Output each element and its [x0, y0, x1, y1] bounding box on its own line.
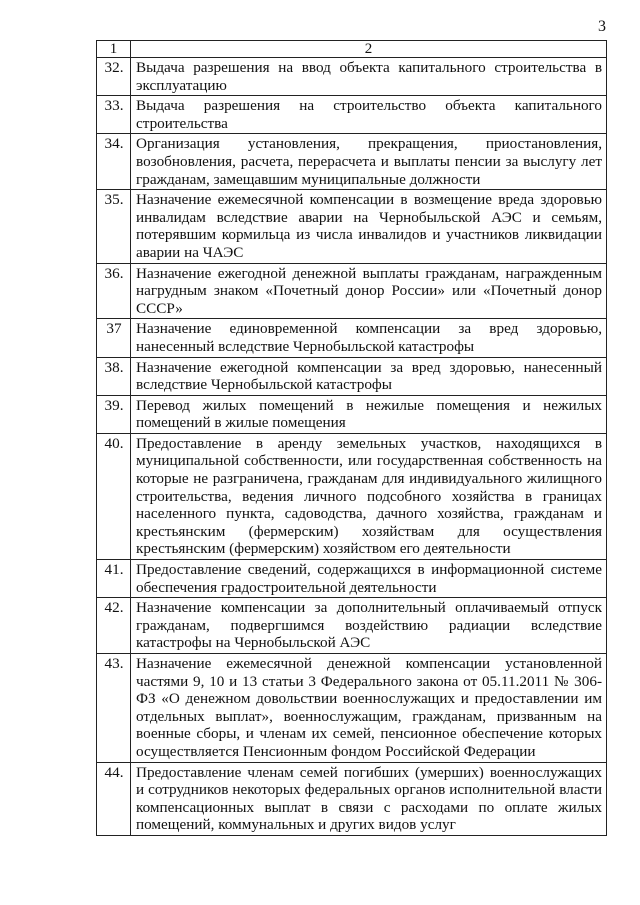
row-text: Выдача разрешения на строительство объекта капитального строительства [131, 96, 607, 134]
row-number: 36. [97, 263, 131, 319]
row-text: Назначение компенсации за дополнительный оплачиваемый отпуск гражданам, подвергшимся воздействию радиации вследствие катастрофы на Чернобыльской АЭС [131, 598, 607, 654]
row-number: 40. [97, 433, 131, 559]
row-text: Назначение ежегодной компенсации за вред здоровью, нанесенный вследствие Чернобыльской катастрофы [131, 357, 607, 395]
row-number: 41. [97, 560, 131, 598]
table-row [97, 762, 607, 835]
table-row [97, 96, 607, 134]
table-row [97, 263, 607, 319]
row-text: Назначение ежегодной денежной выплаты гражданам, награжденным нагрудным знаком «Почетный донор России» или «Почетный донор СССР» [131, 263, 607, 319]
column-header-text: 2 [131, 41, 607, 58]
row-number: 34. [97, 134, 131, 190]
row-number: 44. [97, 762, 131, 835]
table-row [97, 58, 607, 96]
row-text: Назначение единовременной компенсации за вред здоровью, нанесенный вследствие Чернобыльской катастрофы [131, 319, 607, 357]
table-row [97, 560, 607, 598]
table-row [97, 598, 607, 654]
row-text: Назначение ежемесячной компенсации в возмещение вреда здоровью инвалидам вследствие аварии на Чернобыльской АЭС и семьям, потерявшим кормильца из числа инвалидов и участников ликвидации аварии на ЧАЭС [131, 190, 607, 263]
row-text: Предоставление в аренду земельных участков, находящихся в муниципальной собственности, или государственная собственность на которые не разграничена, гражданам для индивидуального жилищного строительства, ведения личного подсобного хозяйства в границах населенного пункта, садоводства, дачного хозяйства, гражданам и крестьянским (фермерским) хозяйствам для осуществления крестьянским (фермерским) хозяйством его деятельности [131, 433, 607, 559]
row-text: Предоставление членам семей погибших (умерших) военнослужащих и сотрудников некоторых федеральных органов исполнительной власти компенсационных выплат в связи с расходами по оплате жилых помещений, коммунальных и других видов услуг [131, 762, 607, 835]
row-text: Предоставление сведений, содержащихся в информационной системе обеспечения градостроительной деятельности [131, 560, 607, 598]
row-number: 38. [97, 357, 131, 395]
row-number: 39. [97, 395, 131, 433]
row-text: Перевод жилых помещений в нежилые помещения и нежилых помещений в жилые помещения [131, 395, 607, 433]
row-number: 42. [97, 598, 131, 654]
row-text: Выдача разрешения на ввод объекта капитального строительства в эксплуатацию [131, 58, 607, 96]
row-number: 35. [97, 190, 131, 263]
table-row [97, 319, 607, 357]
table-row [97, 134, 607, 190]
row-number: 33. [97, 96, 131, 134]
row-number: 32. [97, 58, 131, 96]
row-number: 43. [97, 654, 131, 763]
table-row [97, 395, 607, 433]
row-text: Назначение ежемесячной денежной компенсации установленной частями 9, 10 и 13 статьи 3 Федерального закона от 05.11.2011 № 306-ФЗ «О денежном довольствии военнослужащих и предоставлении им отдельных выплат», военнослужащим, гражданам, призванным на военные сборы, и членам их семей, пенсионное обеспечение которых осуществляется Пенсионным фондом Российской Федерации [131, 654, 607, 763]
table-row [97, 654, 607, 763]
column-header-number: 1 [97, 41, 131, 58]
services-table [96, 40, 607, 836]
table-row [97, 357, 607, 395]
row-text: Организация установления, прекращения, приостановления, возобновления, расчета, перерасчета и выплаты пенсии за выслугу лет гражданам, замещавшим муниципальные должности [131, 134, 607, 190]
table-row [97, 433, 607, 559]
page-number: 3 [598, 18, 606, 35]
row-number: 37 [97, 319, 131, 357]
table-header-row [97, 41, 607, 58]
table-row [97, 190, 607, 263]
